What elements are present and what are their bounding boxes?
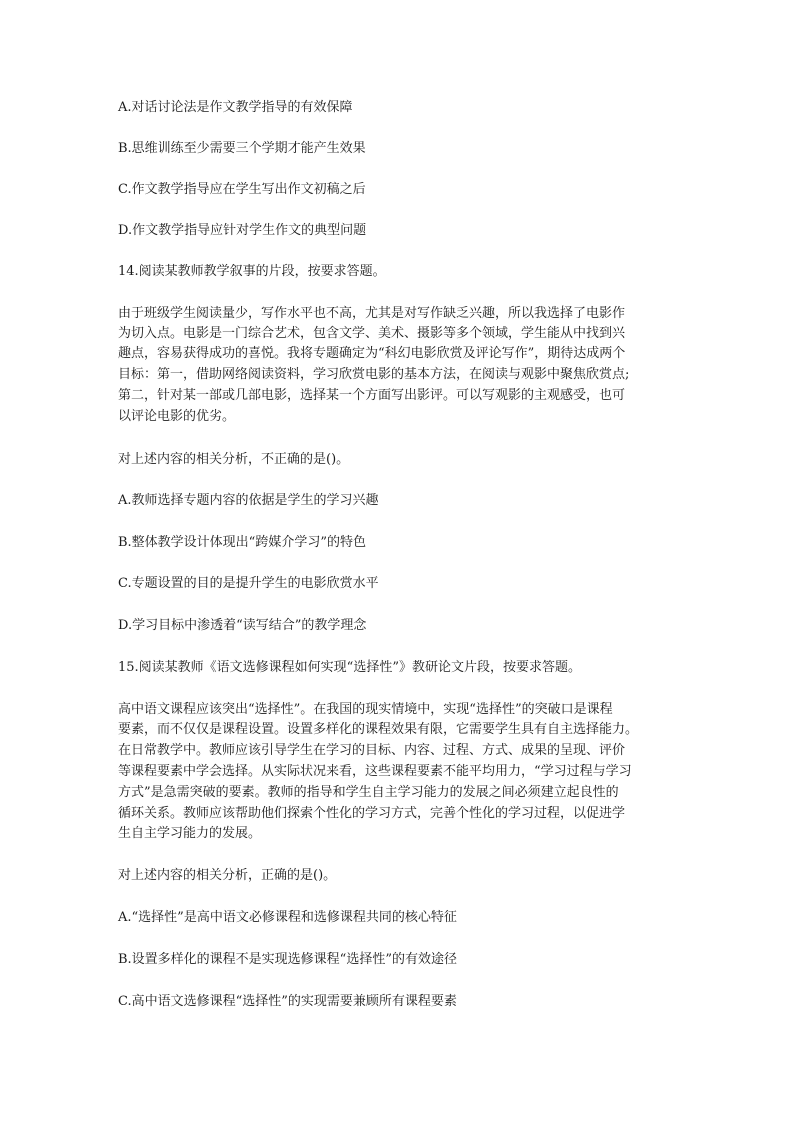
q14-option-c: C.专题设置的目的是提升学生的电影欣赏水平 <box>118 576 379 591</box>
q13-option-c: C.作文教学指导应在学生写出作文初稿之后 <box>118 182 366 197</box>
q14-passage-line: 第二，针对某一部或几部电影，选择某一个方面写出影评。可以写观影的主观感受，也可 <box>118 388 626 403</box>
q13-option-d: D.作文教学指导应针对学生作文的典型问题 <box>118 223 367 238</box>
q14-question: 对上述内容的相关分析，不正确的是()。 <box>118 452 350 467</box>
q13-option-a: A.对话讨论法是作文教学指导的有效保障 <box>118 100 353 115</box>
q14-passage-line: 目标：第一，借助网络阅读资料，学习欣赏电影的基本方法，在阅读与观影中聚焦欣赏点; <box>118 367 630 382</box>
q14-option-b: B.整体教学设计体现出“跨媒介学习”的特色 <box>118 535 366 550</box>
q14-passage-line: 以评论电影的优劣。 <box>118 409 236 424</box>
q15-option-a: A.“选择性”是高中语文必修课程和选修课程共同的核心特征 <box>118 910 457 925</box>
q15-option-c: C.高中语文选修课程“选择性”的实现需要兼顾所有课程要素 <box>118 994 457 1009</box>
q15-passage-line: 在日常教学中。教师应该引导学生在学习的目标、内容、过程、方式、成果的呈现、评价 <box>118 743 626 758</box>
q15-passage-line: 方式”是急需突破的要素。教师的指导和学生自主学习能力的发展之间必须建立起良性的 <box>118 785 619 800</box>
q14-option-d: D.学习目标中渗透着“读写结合”的教学理念 <box>118 618 367 633</box>
q14-option-a: A.教师选择专题内容的依据是学生的学习兴趣 <box>118 493 379 508</box>
q15-heading: 15.阅读某教师《语文选修课程如何实现“选择性”》教研论文片段，按要求答题。 <box>118 660 581 675</box>
q15-passage-line: 要素，而不仅仅是课程设置。设置多样化的课程效果有限，它需要学生具有自主选择能力。 <box>118 722 639 737</box>
q15-passage-line: 生自主学习能力的发展。 <box>118 826 262 841</box>
q15-passage-line: 循环关系。教师应该帮助他们探索个性化的学习方式，完善个性化的学习过程，以促进学 <box>118 806 626 821</box>
q14-heading: 14.阅读某教师教学叙事的片段，按要求答题。 <box>118 264 386 279</box>
q14-passage-line: 为切入点。电影是一门综合艺术，包含文学、美术、摄影等多个领域，学生能从中找到兴 <box>118 326 626 341</box>
q14-passage-line: 趣点，容易获得成功的喜悦。我将专题确定为“科幻电影欣赏及评论写作”，期待达成两个 <box>118 346 626 361</box>
q15-option-b: B.设置多样化的课程不是实现选修课程“选择性”的有效途径 <box>118 952 457 967</box>
q15-passage-line: 等课程要素中学会选择。从实际状况来看，这些课程要素不能平均用力，“学习过程与学习 <box>118 764 632 779</box>
q15-question: 对上述内容的相关分析，正确的是()。 <box>118 868 337 883</box>
q14-passage-line: 由于班级学生阅读量少，写作水平也不高，尤其是对写作缺乏兴趣，所以我选择了电影作 <box>118 306 626 321</box>
q15-passage-line: 高中语文课程应该突出“选择性”。在我国的现实情境中，实现“选择性”的突破口是课程 <box>118 702 613 717</box>
q13-option-b: B.思维训练至少需要三个学期才能产生效果 <box>118 141 366 156</box>
